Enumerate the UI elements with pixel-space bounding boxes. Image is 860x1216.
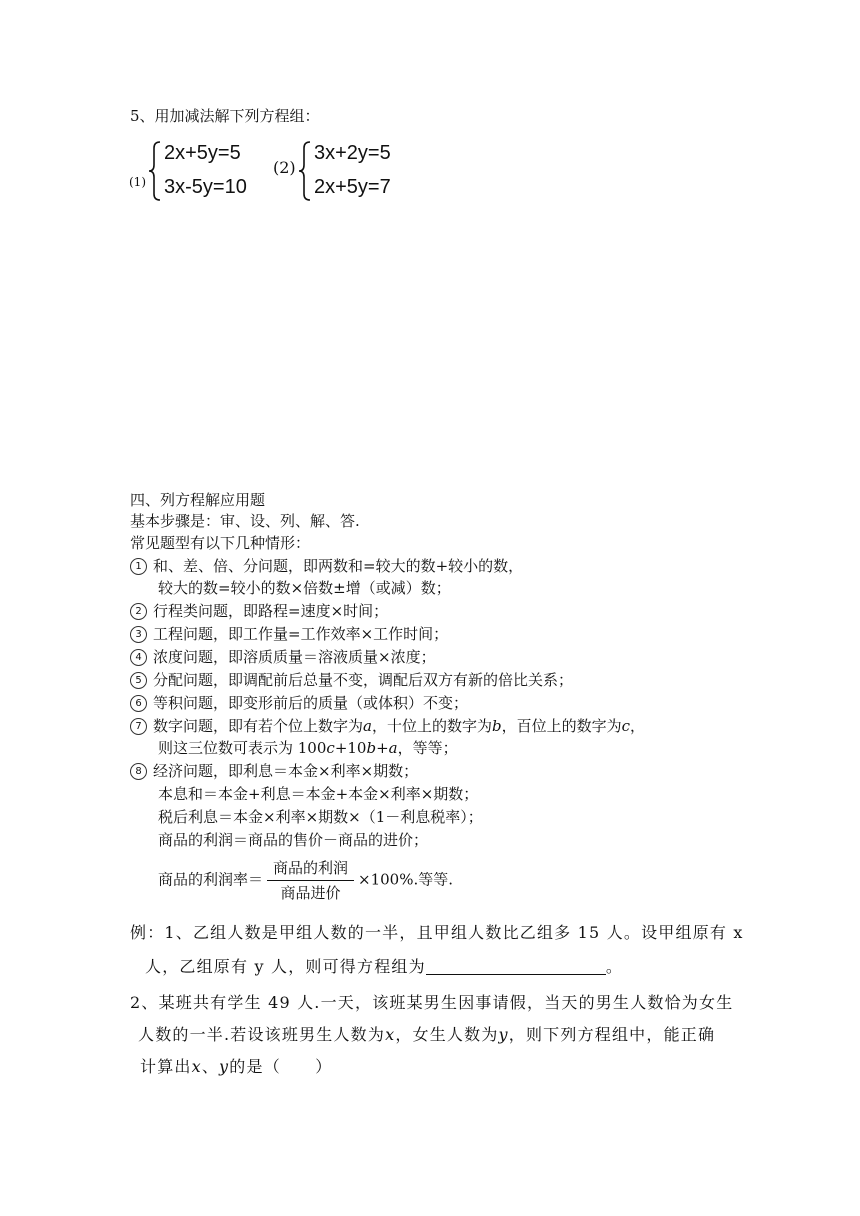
system-2-label: (2)	[273, 158, 296, 177]
question-5-title: 5、用加减法解下列方程组：	[130, 107, 320, 125]
circled-number: 1	[130, 558, 147, 575]
fraction-numerator: 商品的利润	[267, 858, 354, 881]
circled-number: 3	[130, 626, 147, 643]
system-1-equation-1: 2x+5y=5	[164, 142, 241, 164]
basic-steps: 基本步骤是：审、设、列、解、答.	[130, 512, 360, 530]
circled-number: 6	[130, 695, 147, 712]
example-1-line-1: 例：1、乙组人数是甲组人数的一半，且甲组人数比乙组多 15 人。设甲组原有 x	[130, 923, 744, 942]
list-item: 1 和、差、倍、分问题，即两数和=较大的数+较小的数，	[130, 556, 523, 576]
types-intro: 常见题型有以下几种情形：	[130, 534, 311, 552]
circled-number: 7	[130, 718, 147, 735]
circled-number: 4	[130, 649, 147, 666]
example-2-line-2: 人数的一半.若设该班男生人数为x，女生人数为y，则下列方程组中，能正确	[138, 1025, 716, 1044]
fraction-denominator: 商品进价	[280, 884, 341, 902]
list-item-continuation: 税后利息＝本金×利率×期数×（1－利息税率）；	[158, 808, 483, 826]
list-item: 2 行程类问题，即路程=速度×时间；	[130, 601, 388, 621]
example-2-line-1: 2、某班共有学生 49 人.一天，该班某男生因事请假，当天的男生人数恰为女生	[130, 993, 734, 1012]
circled-number: 5	[130, 672, 147, 689]
system-2-equation-2: 2x+5y=7	[314, 176, 391, 198]
circled-number: 2	[130, 603, 147, 620]
list-item-continuation: 本息和＝本金+利息＝本金+本金×利率×期数；	[158, 785, 479, 803]
profit-rate-formula: 商品的利润率＝ $\frac{\text{商品的利润}}{\text{商品进价}}$ ×100%.等等.	[158, 859, 454, 902]
circled-number: 8	[130, 763, 147, 780]
left-brace-icon	[148, 140, 162, 202]
list-item-continuation: 则这三位数可表示为 100c+10b+a，等等；	[158, 739, 458, 757]
list-item-continuation: 较大的数=较小的数×倍数±增（或减）数；	[158, 579, 451, 597]
list-item: 6 等积问题，即变形前后的质量（或体积）不变；	[130, 693, 468, 713]
example-2-line-3: 计算出x、y的是（ ）	[140, 1057, 333, 1076]
left-brace-icon	[298, 140, 312, 202]
system-2-equation-1: 3x+2y=5	[314, 142, 391, 164]
list-item: 7 数字问题，即有若个位上数字为a，十位上的数字为b，百位上的数字为c，	[130, 716, 645, 736]
list-item: 4 浓度问题，即溶质质量＝溶液质量×浓度；	[130, 647, 436, 667]
list-item: 8 经济问题，即利息＝本金×利率×期数；	[130, 761, 418, 781]
section-4-heading: 四、列方程解应用题	[130, 491, 266, 509]
example-1-line-2: 人，乙组原有 y 人，则可得方程组为 。	[145, 957, 624, 976]
list-item: 5 分配问题，即调配前后总量不变，调配后双方有新的倍比关系；	[130, 670, 573, 690]
system-1-equation-2: 3x-5y=10	[164, 176, 247, 198]
fraction	[267, 858, 354, 903]
system-1-label: (1)	[129, 175, 146, 189]
answer-blank[interactable]	[426, 958, 606, 975]
list-item: 3 工程问题，即工作量=工作效率×工作时间；	[130, 624, 448, 644]
list-item-continuation: 商品的利润＝商品的售价－商品的进价；	[158, 831, 429, 849]
